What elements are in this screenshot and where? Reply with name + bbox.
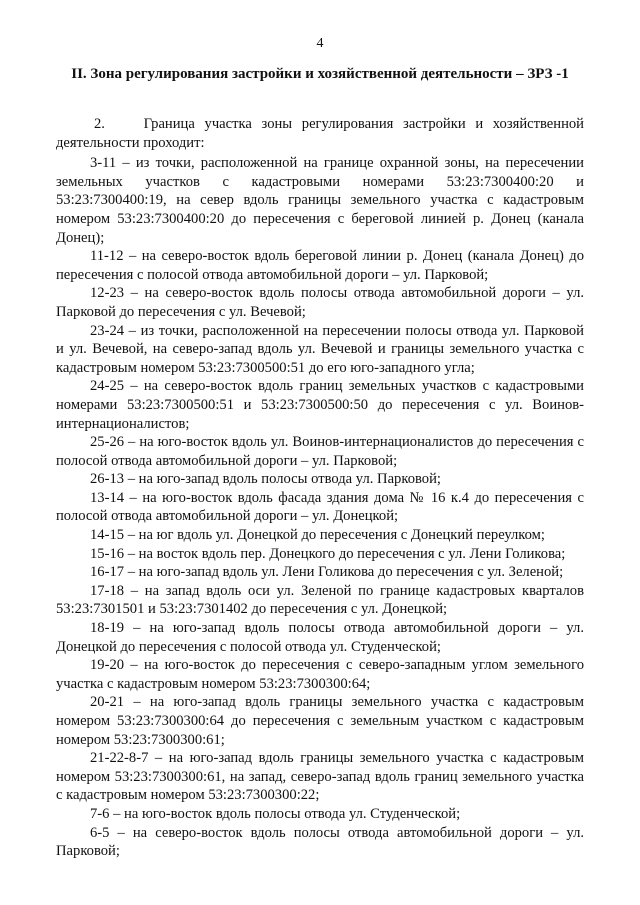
boundary-segment-26-13: 26-13 – на юго-запад вдоль полосы отвода ул. Парковой;	[90, 471, 441, 488]
boundary-segment-23-24: 23-24 – из точки, расположенной на пересечении полосы отвода ул. Парковой и ул. Вечевой, на северо-запад вдоль ул. Вечевой и границы земельного участка с кадастровым номером 53:23:7300500:51 до его юго-западного угла;	[56, 322, 584, 376]
boundary-segment-7-6: 7-6 – на юго-восток вдоль полосы отвода ул. Студенческой;	[90, 805, 461, 822]
boundary-segment-12-23: 12-23 – на северо-восток вдоль полосы отвода автомобильной дороги – ул. Парковой до пересечения с ул. Вечевой;	[56, 285, 584, 320]
boundary-segment-20-21: 20-21 – на юго-запад вдоль границы земельного участка с кадастровым номером 53:23:7300300:64 до пересечения с земельным участком с кадастровым номером 53:23:7300300:61;	[56, 694, 584, 748]
boundary-segment-11-12: 11-12 – на северо-восток вдоль береговой линии р. Донец (канала Донец) до пересечения с полосой отвода автомобильной дороги – ул. Парковой;	[56, 248, 584, 283]
boundary-segment-6-5: 6-5 – на северо-восток вдоль полосы отвода автомобильной дороги – ул. Парковой;	[56, 824, 584, 860]
boundary-segment-24-25: 24-25 – на северо-восток вдоль границ земельных участков с кадастровыми номерами 53:23:7300500:51 и 53:23:7300500:50 до пересечения с ул. Воинов-интернационалистов;	[56, 378, 584, 432]
boundary-segment-21-22-8-7: 21-22-8-7 – на юго-запад вдоль границы земельного участка с кадастровым номером 53:23:7300300:61, на запад, северо-запад вдоль границ земельного участка с кадастровым номером 53:23:7300300:22;	[56, 750, 584, 804]
boundary-segment-17-18: 17-18 – на запад вдоль оси ул. Зеленой по границе кадастровых кварталов 53:23:7301501 и 53:23:7301402 до пересечения с ул. Донецкой;	[56, 582, 584, 618]
boundary-segment-13-14: 13-14 – на юго-восток вдоль фасада здания дома № 16 к.4 до пересечения с полосой отвода автомобильной дороги – ул. Донецкой;	[56, 489, 584, 525]
boundary-segment-15-16: 15-16 – на восток вдоль пер. Донецкого до пересечения с ул. Лени Голикова;	[90, 545, 566, 562]
page-number: 4	[316, 36, 324, 51]
boundary-segment-16-17: 16-17 – на юго-запад вдоль ул. Лени Голикова до пересечения с ул. Зеленой;	[90, 564, 564, 581]
boundary-segment-14-15: 14-15 – на юг вдоль ул. Донецкой до пересечения с Донецкий переулком;	[90, 527, 545, 544]
document-body	[56, 115, 584, 861]
boundary-segment-25-26: 25-26 – на юго-восток вдоль ул. Воинов-интернационалистов до пересечения с полосой отвода автомобильной дороги – ул. Парковой;	[56, 434, 584, 469]
boundary-segment-3-11: 3-11 – из точки, расположенной на границе охранной зоны, на пересечении земельных участков с кадастровыми номерами 53:23:7300400:20 и 53:23:7300400:19, на север вдоль границы земельного участка с кадастровым номером 53:23:7300400:20 до пересечения с береговой линией р. Донец (канала Донец);	[56, 155, 584, 246]
intro-paragraph: 2. Граница участка зоны регулирования застройки и хозяйственной деятельности проходит:	[56, 116, 584, 151]
boundary-segment-19-20: 19-20 – на юго-восток до пересечения с северо-западным углом земельного участка с кадастровым номером 53:23:7300300:64;	[56, 657, 584, 692]
section-title: II. Зона регулирования застройки и хозяйственной деятельности – ЗРЗ -1	[71, 66, 569, 82]
boundary-segment-18-19: 18-19 – на юго-запад вдоль полосы отвода автомобильной дороги – ул. Донецкой до пересечения с полосой отвода ул. Студенческой;	[56, 620, 584, 655]
